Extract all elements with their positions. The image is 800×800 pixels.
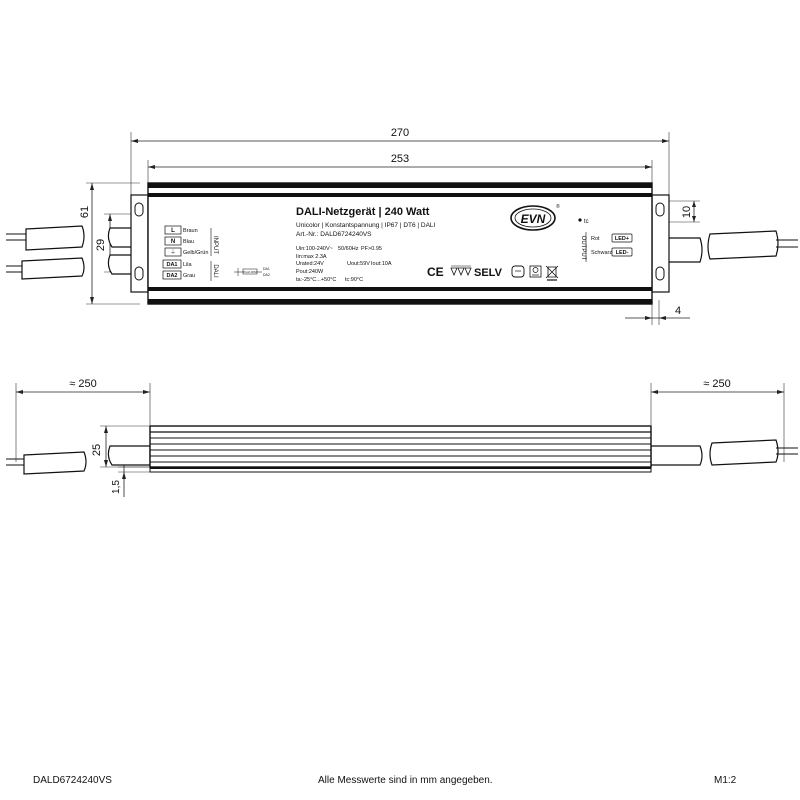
input-pe-color: Gelb/Grün — [183, 250, 209, 256]
label-ta: ta:-25°C...+50°C — [296, 277, 337, 283]
output-plus-color: Rot — [591, 236, 600, 242]
label-tc: tc:90°C — [345, 277, 364, 283]
label-art-nr: Art.-Nr.: DALD6724240VS — [296, 231, 372, 238]
dim-mount-spacing-label: 29 — [95, 238, 107, 252]
dali-group-title: DALI — [212, 264, 218, 278]
tc-point-icon — [578, 218, 581, 221]
push-dim-text: Push DIM — [243, 270, 257, 274]
tc-point-label: tc — [584, 219, 589, 225]
input-n-tag: N — [170, 239, 176, 245]
label-pout: Pout:240W — [296, 269, 324, 275]
dali-da2-tag: DA2 — [166, 273, 178, 279]
label-uout: Uout:59V — [347, 261, 370, 267]
label-pf: PF>0.95 — [361, 246, 382, 252]
footer-scale: M1:2 — [714, 775, 737, 786]
push-da1-text: DA1 — [263, 267, 270, 271]
input-group-title: INPUT — [212, 236, 218, 254]
input-cables — [6, 226, 148, 279]
selv-mark: SELV — [474, 267, 502, 279]
push-da2-text: DA2 — [263, 273, 270, 277]
input-l-tag: L — [171, 228, 175, 234]
input-l-color: Braun — [183, 228, 198, 234]
label-freq: 50/60Hz — [338, 246, 359, 252]
dali-da2-color: Grau — [183, 273, 196, 279]
output-group-title: OUTPUT — [580, 235, 586, 261]
footer-note: Alle Messwerte sind in mm angegeben. — [318, 775, 493, 786]
input-pe-tag: ⏚ — [169, 250, 177, 256]
dali-da1-tag: DA1 — [166, 262, 178, 268]
output-minus-color: Schwarz — [591, 250, 613, 256]
dim-cable-left-label: ≈ 250 — [69, 378, 97, 390]
input-n-color: Blau — [183, 239, 195, 245]
dim-tab-offset-label: 10 — [681, 205, 693, 219]
label-title: DALI-Netzgerät | 240 Watt — [296, 206, 430, 218]
dim-body-length-label: 253 — [390, 153, 410, 165]
dim-body-thickness-label: 25 — [91, 443, 103, 457]
label-uin: Uin:100-240V~ — [296, 246, 333, 252]
label-subtitle: Unicolor | Konstantspannung | IP67 | DT6 | DALI — [296, 222, 436, 229]
output-minus-tag: LED- — [615, 250, 629, 256]
housing-side-view — [150, 426, 651, 472]
label-iout: Iout:10A — [371, 261, 392, 267]
dali-da1-color: Lila — [183, 262, 192, 268]
footer-article-number: DALD6724240VS — [33, 775, 112, 786]
logo-text: EVN — [520, 212, 546, 226]
label-urated: Urated:24V — [296, 261, 324, 267]
output-plus-tag: LED+ — [614, 236, 630, 242]
dim-foot-height-label: 1,5 — [111, 480, 122, 494]
label-iin: Iin:max 2.3A — [296, 254, 327, 260]
ce-mark: CE — [427, 265, 444, 279]
dim-cable-right-label: ≈ 250 — [703, 378, 731, 390]
dim-height-label: 61 — [79, 205, 91, 219]
housing-top-view — [148, 183, 652, 304]
dimension-tab-offset — [668, 201, 700, 222]
dim-total-length-label: 270 — [390, 127, 410, 139]
registered-icon: ® — [556, 204, 560, 210]
dimension-body-length — [148, 153, 652, 185]
output-cable — [652, 231, 798, 262]
dim-tab-gap-label: 4 — [674, 305, 682, 317]
